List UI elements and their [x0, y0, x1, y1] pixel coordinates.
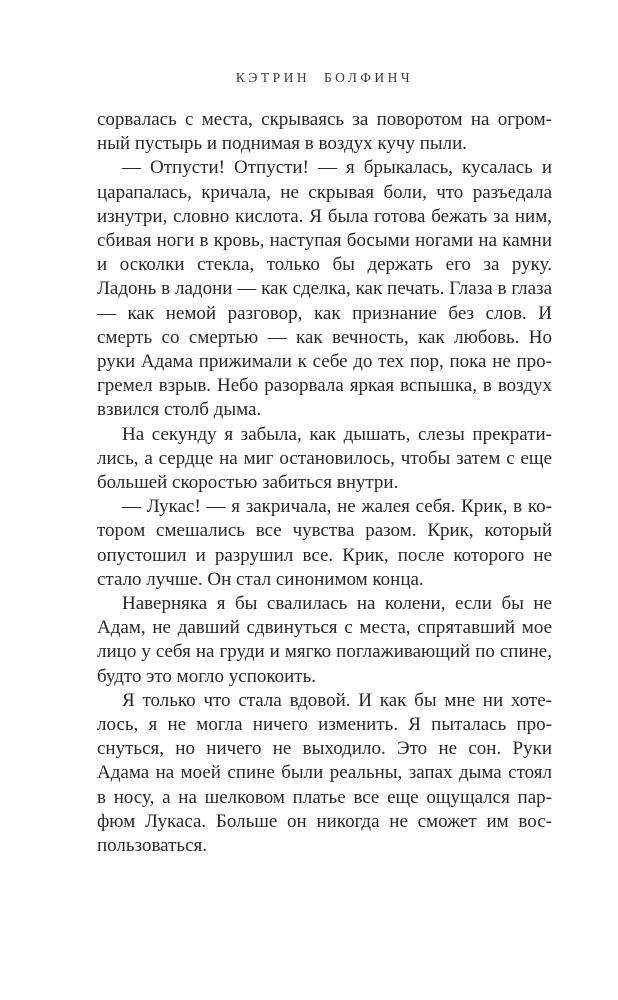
paragraph: — Отпусти! Отпусти! — я брыкалась, кусалась и царапалась, кричала, не скрывая боли, что разъедала изнутри, словно кислота. Я была готова бежать за ним, сбивая ноги в кровь, наступая босыми ногами на камни и осколки стекла, только бы держать его за руку. Ладонь в ладони — как сделка, как печать. Глаза в глаза — как немой разговор, как признание без слов. И смерть со смертью — как вечность, как любовь. Но руки Адама прижимали к себе до тех пор, пока не прогремел взрыв. Небо разорвала яркая вспышка, в воздух взвился столб дыма.: [97, 157, 552, 421]
paragraph: Я только что стала вдовой. И как бы мне ни хотелось, я не могла ничего изменить. Я пыталась проснуться, но ничего не выходило. Это не сон. Руки Адама на моей спине были реальны, запах дыма стоял в носу, а на шелковом платье все еще ощущался парфюм Лукаса. Больше он никогда не сможет им воспользоваться.: [97, 689, 552, 857]
paragraph: На секунду я забыла, как дышать, слезы прекратились, а сердце на миг остановилось, чтобы затем с еще большей скоростью забиться внутри.: [97, 423, 552, 494]
page-text: [97, 108, 552, 858]
paragraph: — Лукас! — я закричала, не жалея себя. Крик, в котором смешались все чувства разом. Крик, который опустошил и разрушил все. Крик, после которого не стало лучше. Он стал синонимом конца.: [97, 496, 552, 590]
text-column: [97, 70, 552, 858]
running-head-author: КЭТРИН БОЛФИНЧ: [235, 70, 414, 85]
paragraph: Наверняка я бы свалилась на колени, если бы не Адам, не давший сдвинуться с места, спрятавший мое лицо у себя на груди и мягко поглаживающий по спине, будто это могло успокоить.: [97, 593, 552, 687]
paragraph: сорвалась с места, скрываясь за поворотом на огромный пустырь и поднимая в воздух кучу пыли.: [97, 109, 552, 155]
